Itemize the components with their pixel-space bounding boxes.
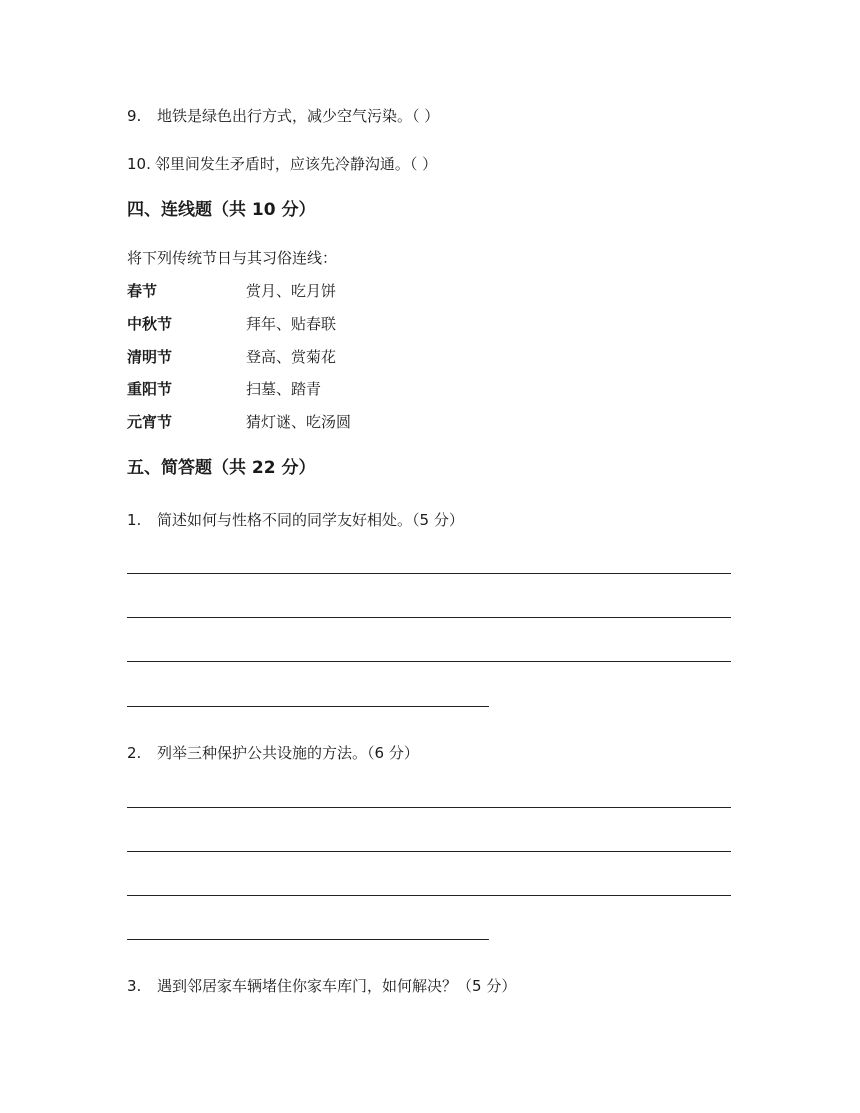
- answer-line[interactable]: [127, 807, 731, 808]
- judgement-item-10: [127, 154, 437, 174]
- question-number: 9.: [127, 107, 142, 125]
- question-number: 2.: [127, 744, 142, 762]
- matching-row: [127, 412, 351, 432]
- section-4-instruction: 将下列传统节日与其习俗连线：: [127, 249, 338, 267]
- answer-line[interactable]: [127, 706, 489, 707]
- festival-name: 重阳节: [127, 380, 173, 398]
- short-answer-question-2: [127, 743, 419, 763]
- short-answer-question-3: [127, 976, 516, 996]
- section-4-heading: 四、连线题（共 10 分）: [127, 200, 316, 220]
- question-text: 地铁是绿色出行方式，减少空气污染。（ ）: [157, 107, 440, 125]
- festival-custom: 扫墓、踏青: [246, 380, 322, 398]
- matching-row: [127, 314, 336, 334]
- festival-custom: 登高、赏菊花: [246, 348, 337, 366]
- question-text: 遇到邻居家车辆堵住你家车库门，如何解决？（5 分）: [157, 977, 517, 995]
- festival-name: 元宵节: [127, 413, 173, 431]
- answer-line[interactable]: [127, 573, 731, 574]
- matching-row: [127, 347, 336, 367]
- festival-custom: 猜灯谜、吃汤圆: [246, 413, 352, 431]
- answer-line[interactable]: [127, 851, 731, 852]
- answer-line[interactable]: [127, 617, 731, 618]
- answer-line[interactable]: [127, 939, 489, 940]
- question-text: 简述如何与性格不同的同学友好相处。（5 分）: [157, 511, 464, 529]
- festival-name: 中秋节: [127, 315, 173, 333]
- judgement-item-9: [127, 106, 439, 126]
- section-5-heading: 五、简答题（共 22 分）: [127, 458, 316, 478]
- question-number: 3.: [127, 977, 142, 995]
- answer-line[interactable]: [127, 895, 731, 896]
- question-number: 1.: [127, 511, 142, 529]
- answer-line[interactable]: [127, 661, 731, 662]
- matching-row: [127, 281, 336, 301]
- question-text: 邻里间发生矛盾时，应该先冷静沟通。（ ）: [154, 155, 438, 173]
- matching-row: [127, 379, 321, 399]
- festival-name: 春节: [127, 282, 158, 300]
- question-text: 列举三种保护公共设施的方法。（6 分）: [157, 744, 419, 762]
- question-number: 10.: [127, 155, 151, 173]
- festival-custom: 拜年、贴春联: [246, 315, 337, 333]
- festival-name: 清明节: [127, 348, 173, 366]
- short-answer-question-1: [127, 510, 464, 530]
- festival-custom: 赏月、吃月饼: [246, 282, 337, 300]
